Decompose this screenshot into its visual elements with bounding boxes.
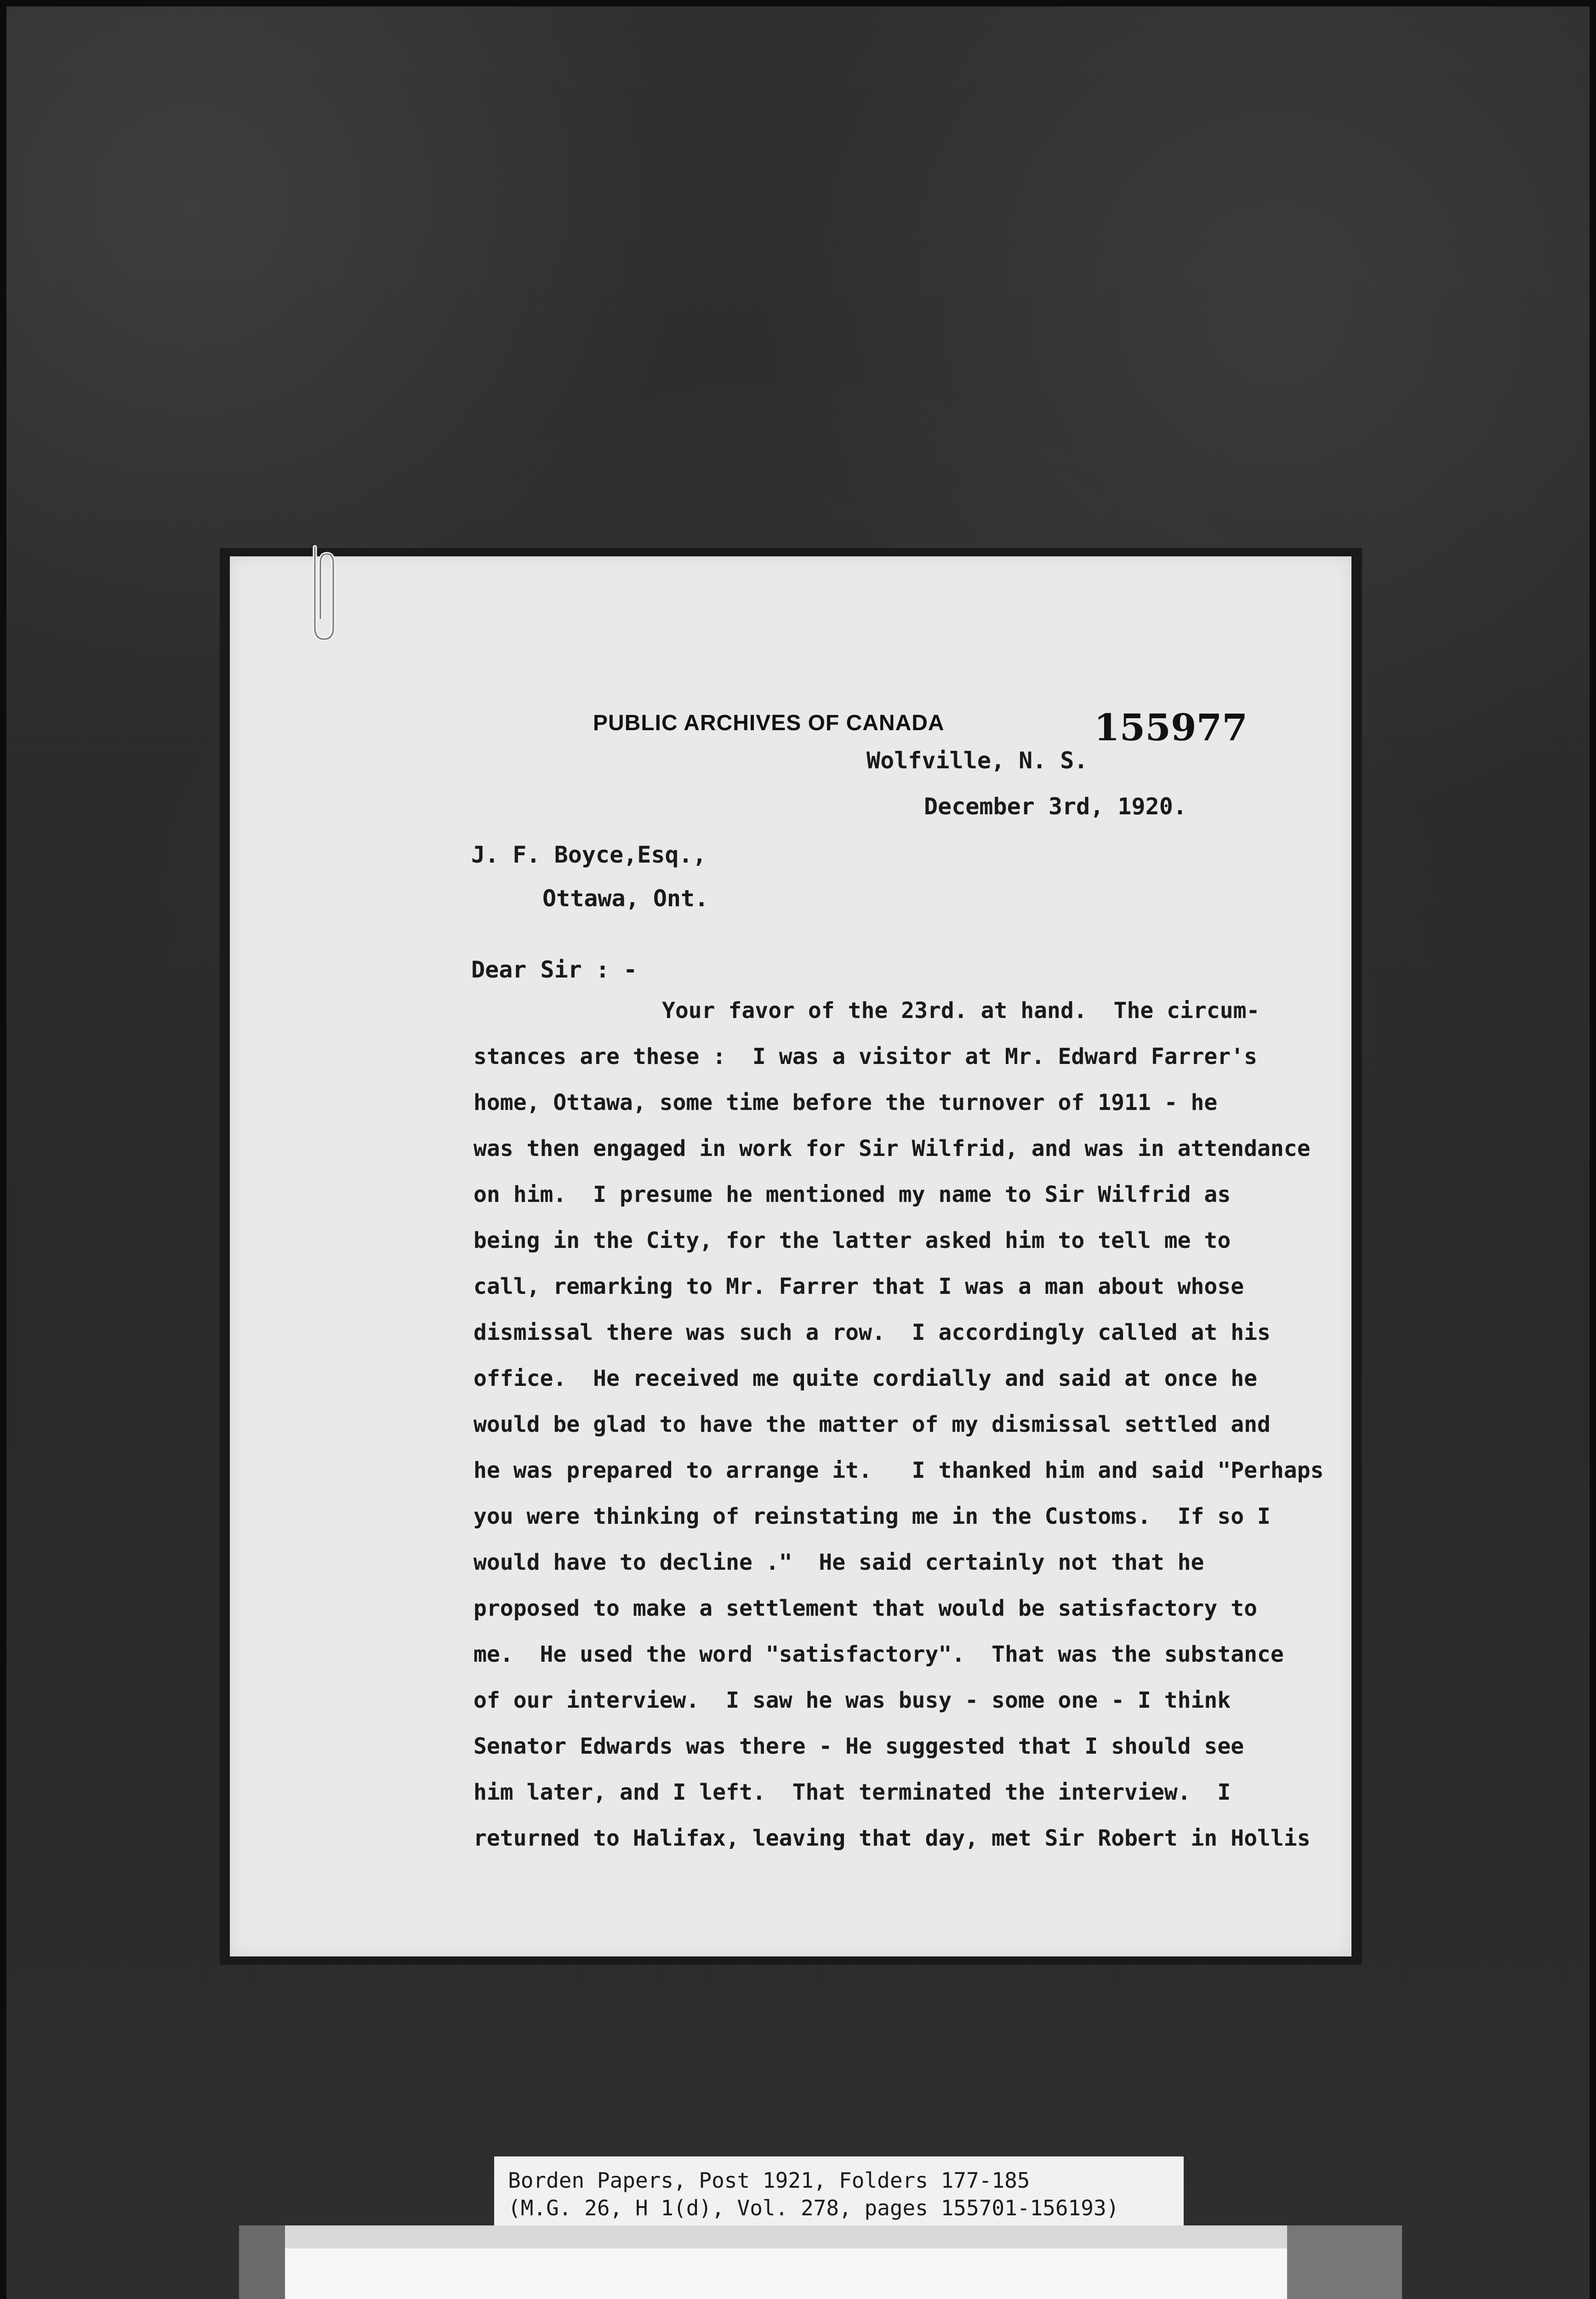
body-line: office. He received me quite cordially and said at once he — [473, 1366, 1258, 1391]
recipient-name: J. F. Boyce,Esq., — [471, 841, 707, 868]
citation-line-2: (M.G. 26, H 1(d), Vol. 278, pages 155701-156193) — [508, 2196, 1119, 2220]
body-line: of our interview. I saw he was busy - some one - I think — [473, 1687, 1231, 1713]
citation-line-1: Borden Papers, Post 1921, Folders 177-185 — [508, 2168, 1030, 2193]
body-line: Senator Edwards was there - He suggested that I should see — [473, 1733, 1244, 1759]
salutation: Dear Sir : - — [471, 956, 638, 983]
body-line: proposed to make a settlement that would be satisfactory to — [473, 1596, 1258, 1621]
body-line: would be glad to have the matter of my dismissal settled and — [473, 1412, 1271, 1437]
body-line: he was prepared to arrange it. I thanked him and said "Perhaps — [473, 1458, 1324, 1483]
body-line: was then engaged in work for Sir Wilfrid, and was in attendance — [473, 1136, 1311, 1161]
body-line: stances are these : I was a visitor at Mr. Edward Farrer's — [473, 1044, 1258, 1069]
body-line: you were thinking of reinstating me in the Customs. If so I — [473, 1504, 1271, 1529]
body-line: dismissal there was such a row. I accordingly called at his — [473, 1320, 1271, 1345]
body-line: me. He used the word "satisfactory". That was the substance — [473, 1641, 1284, 1667]
body-line: home, Ottawa, some time before the turnover of 1911 - he — [473, 1090, 1218, 1115]
recipient-city: Ottawa, Ont. — [542, 885, 709, 912]
tape-shadow-left — [239, 2225, 285, 2299]
archive-stamp: PUBLIC ARCHIVES OF CANADA — [593, 711, 945, 735]
body-line: him later, and I left. That terminated the interview. I — [473, 1779, 1231, 1805]
body-line: on him. I presume he mentioned my name to Sir Wilfrid as — [473, 1182, 1231, 1207]
letter-date: December 3rd, 1920. — [924, 793, 1187, 820]
tape-shadow-right — [1287, 2225, 1402, 2299]
document-number: 155977 — [1094, 706, 1248, 749]
body-line: being in the City, for the latter asked him to tell me to — [473, 1228, 1231, 1253]
archive-label — [285, 2248, 1287, 2299]
body-line: Your favor of the 23rd. at hand. The circum- — [662, 998, 1260, 1024]
body-line: would have to decline ." He said certainly not that he — [473, 1550, 1204, 1575]
body-line: call, remarking to Mr. Farrer that I was a man about whose — [473, 1274, 1244, 1299]
body-line: returned to Halifax, leaving that day, met Sir Robert in Hollis — [473, 1825, 1311, 1851]
letter-place: Wolfville, N. S. — [866, 747, 1088, 774]
paperclip-icon — [306, 545, 339, 644]
